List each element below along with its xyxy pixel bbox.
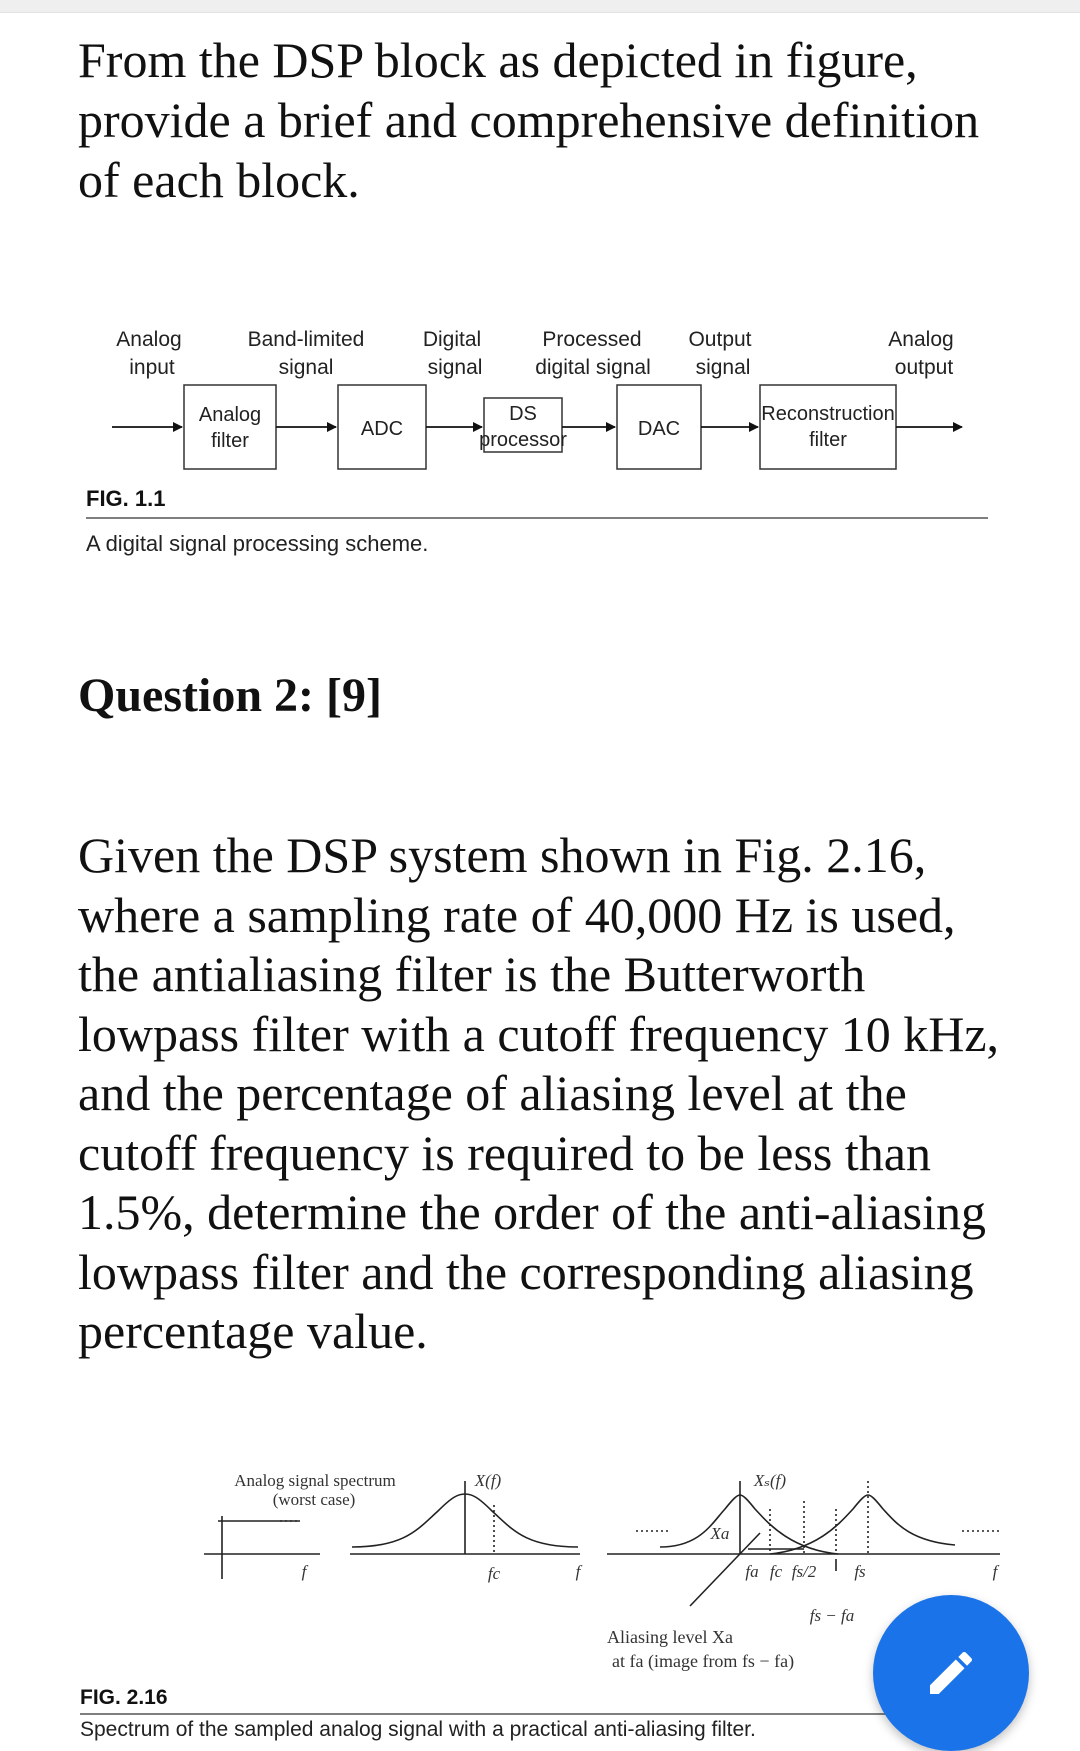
right-fs-half-label: fs/2 <box>791 1562 817 1581</box>
block-label-ds-2: processor <box>479 429 567 451</box>
pencil-icon <box>923 1645 979 1701</box>
block-analog-filter <box>184 385 276 469</box>
label-digital-signal-1: Digital <box>422 328 482 351</box>
mid-f-label: f <box>575 1562 581 1581</box>
question2-heading: Question 2: [9] <box>78 669 382 722</box>
question2-line: percentage value. <box>78 1303 428 1359</box>
block-label-analog-filter-1: Analog <box>198 404 262 426</box>
question2-line: where a sampling rate of 40,000 Hz is used, <box>78 886 956 943</box>
right-fa-label: fa <box>745 1562 759 1581</box>
block-label-adc: ADC <box>360 418 404 440</box>
question2-line: lowpass filter with a cutoff frequency 10 kHz, <box>78 1005 1000 1062</box>
label-processed-1: Processed <box>542 328 642 351</box>
question2-line: 1.5%, determine the order of the anti-aliasing <box>78 1184 987 1240</box>
label-band-limited-1: Band-limited <box>247 328 365 351</box>
question2-line: Given the DSP system shown in Fig. 2.16, <box>78 827 927 883</box>
right-fc-label: fc <box>769 1562 783 1581</box>
right-fs-label: fs <box>854 1562 866 1581</box>
xf-label: X(f) <box>474 1471 502 1490</box>
xsf-label: Xₛ(f) <box>753 1471 787 1490</box>
right-curve-image <box>770 1495 955 1554</box>
label-analog-input-1: Analog <box>116 328 182 351</box>
fig-1-1-label: FIG. 1.1 <box>86 486 166 511</box>
fig-2-16-caption: Spectrum of the sampled analog signal with a practical anti-aliasing filter. <box>80 1718 756 1741</box>
fig-1-1-caption: A digital signal processing scheme. <box>86 531 429 556</box>
block-label-dac: DAC <box>637 418 681 440</box>
question1-line: of each block. <box>78 152 360 208</box>
label-band-limited-2: signal <box>278 356 334 379</box>
question1-line: provide a brief and comprehensive definition <box>78 92 980 148</box>
fs-minus-fa-label: fs − fa <box>809 1606 855 1625</box>
label-analog-output-1: Analog <box>888 328 954 351</box>
label-analog-input-2: input <box>129 356 175 379</box>
block-label-analog-filter-2: filter <box>211 430 249 452</box>
mid-fc-label: fc <box>487 1564 501 1583</box>
block-label-recon-2: filter <box>809 429 847 451</box>
block-label-ds-1: DS <box>509 403 537 425</box>
edit-fab-button[interactable] <box>873 1595 1029 1751</box>
fig-1-1-diagram <box>0 0 1080 580</box>
left-f-label: f <box>301 1562 307 1581</box>
label-output-signal-1: Output <box>688 328 752 351</box>
question2-line: cutoff frequency is required to be less than <box>78 1124 931 1181</box>
block-reconstruction-filter <box>760 385 896 469</box>
question2-line: and the percentage of aliasing level at the <box>78 1065 907 1121</box>
label-analog-output-2: output <box>894 356 954 379</box>
fig-2-16-label: FIG. 2.16 <box>80 1686 168 1709</box>
question2-line: the antialiasing filter is the Butterworth <box>78 946 866 1002</box>
label-output-signal-2: signal <box>695 356 751 379</box>
question2-line: lowpass filter and the corresponding aliasing <box>78 1243 974 1300</box>
question2-text <box>78 826 999 1362</box>
block-label-recon-1: Reconstruction <box>761 403 895 425</box>
label-digital-signal-2: signal <box>427 356 483 379</box>
aliasing-level-line2: at fa (image from fs − fa) <box>612 1651 795 1671</box>
question1-line: From the DSP block as depicted in figure, <box>78 32 918 88</box>
xa-label: Xa <box>710 1524 730 1543</box>
label-processed-2: digital signal <box>535 356 651 379</box>
worst-case-label: (worst case) <box>272 1490 356 1509</box>
right-f-label: f <box>992 1562 998 1581</box>
aliasing-level-line1: Aliasing level Xa <box>607 1627 733 1647</box>
spectrum-label: Analog signal spectrum <box>234 1471 396 1490</box>
